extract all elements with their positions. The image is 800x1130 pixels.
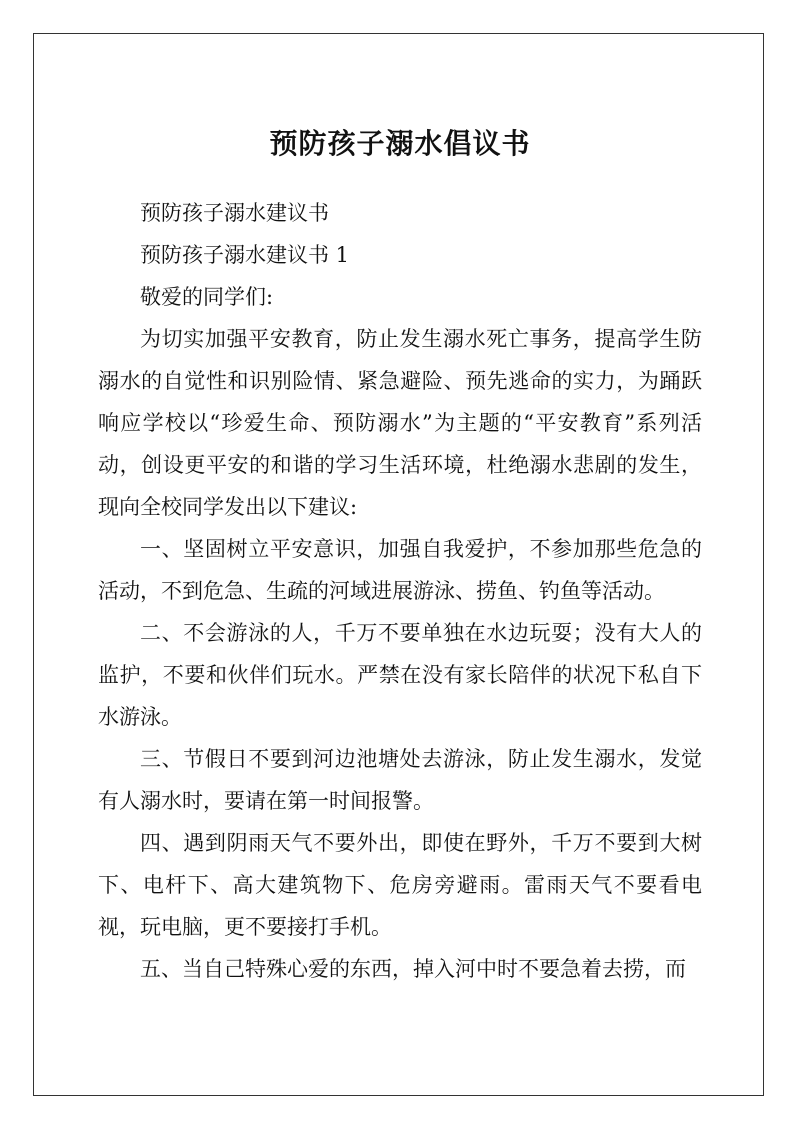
point-4-paragraph: 四、遇到阴雨天气不要外出，即使在野外，千万不要到大树下、电杆下、高大建筑物下、危房旁避雨。雷雨天气不要看电视，玩电脑，更不要接打手机。 xyxy=(98,831,702,939)
point-3-paragraph: 三、节假日不要到河边池塘处去游泳，防止发生溺水，发觉有人溺水时，要请在第一时间报警。 xyxy=(98,747,702,813)
point-1-paragraph: 一、坚固树立平安意识，加强自我爱护，不参加那些危急的活动，不到危急、生疏的河域进展游泳、捞鱼、钓鱼等活动。 xyxy=(98,537,702,603)
salutation-paragraph: 敬爱的同学们: xyxy=(140,285,274,309)
document-title: 预防孩子溺水倡议书 xyxy=(269,127,531,160)
subtitle-paragraph: 预防孩子溺水建议书 xyxy=(140,201,329,225)
point-5-paragraph: 五、当自己特殊心爱的东西，掉入河中时不要急着去捞，而 xyxy=(140,957,686,981)
document-body xyxy=(98,124,702,990)
intro-paragraph: 为切实加强平安教育，防止发生溺水死亡事务，提高学生防溺水的自觉性和识别险情、紧急避险、预先逃命的实力，为踊跃响应学校以“珍爱生命、预防溺水”为主题的“平安教育”系列活动，创设更平安的和谐的学习生活环境，杜绝溺水悲剧的发生，现向全校同学发出以下建议: xyxy=(98,327,702,519)
subtitle-paragraph-numbered: 预防孩子溺水建议书 1 xyxy=(140,243,350,267)
point-2-paragraph: 二、不会游泳的人，千万不要单独在水边玩耍；没有大人的监护，不要和伙伴们玩水。严禁在没有家长陪伴的状况下私自下水游泳。 xyxy=(98,621,702,729)
